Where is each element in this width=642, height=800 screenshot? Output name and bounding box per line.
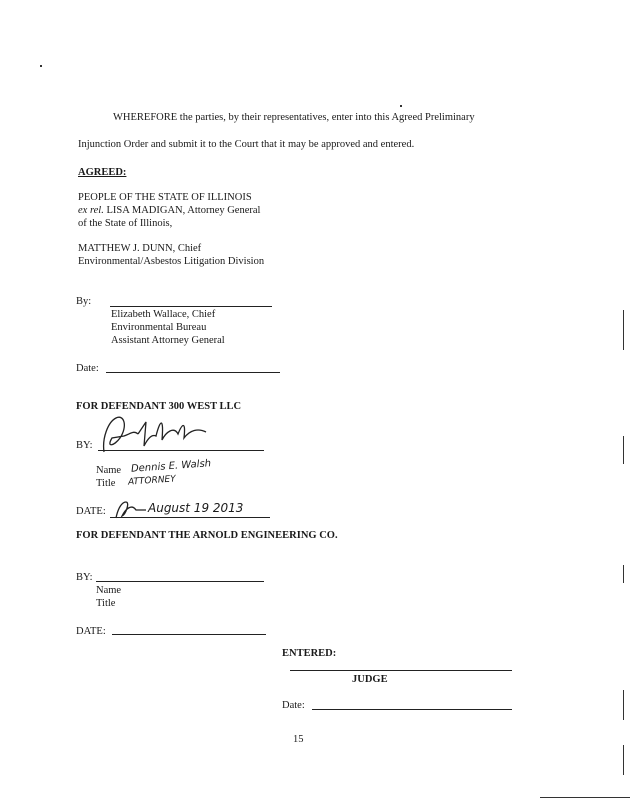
defendant1-name-label: Name (96, 465, 122, 476)
scan-edge-mark (623, 436, 624, 464)
defendant1-signature (94, 408, 224, 456)
attorney-general-text: LISA MADIGAN, Attorney General (106, 205, 261, 216)
defendant1-date-flourish (112, 494, 152, 524)
intro-line-1: WHEREFORE the parties, by their representatives, enter into this Agreed Preliminary (113, 112, 475, 123)
plaintiff-line-5: Environmental/Asbestos Litigation Division (78, 256, 265, 267)
plaintiff-by-label: By: (76, 296, 92, 307)
ex-rel-text: ex rel. (78, 205, 104, 216)
defendant2-date-line (112, 634, 266, 635)
defendant1-heading: FOR DEFENDANT 300 WEST LLC (76, 401, 242, 412)
plaintiff-date-label: Date: (76, 363, 99, 374)
defendant2-signature-line (96, 581, 264, 582)
defendant1-date-line (110, 517, 270, 518)
defendant2-by-label: BY: (76, 572, 93, 583)
defendant1-by-label: BY: (76, 440, 93, 451)
plaintiff-line-1: PEOPLE OF THE STATE OF ILLINOIS (78, 192, 252, 203)
scan-edge-mark (623, 745, 624, 775)
judge-label: JUDGE (352, 674, 388, 685)
entered-label: ENTERED: (282, 648, 337, 659)
scan-speck (40, 65, 42, 67)
plaintiff-signer-title-1: Environmental Bureau (111, 322, 207, 333)
scan-edge-mark (623, 310, 624, 350)
judge-signature-line (290, 670, 512, 671)
defendant1-title-label: Title (96, 478, 116, 489)
plaintiff-signer-title-2: Assistant Attorney General (111, 335, 225, 346)
defendant2-heading: FOR DEFENDANT THE ARNOLD ENGINEERING CO. (76, 530, 338, 541)
defendant1-date-label: DATE: (76, 506, 106, 517)
page-number: 15 (293, 734, 304, 745)
scan-edge-mark (623, 690, 624, 720)
court-date-line (312, 709, 512, 710)
defendant1-signature-line (98, 450, 264, 451)
defendant1-date-value: August 19 2013 (148, 501, 244, 515)
plaintiff-signature-line (110, 306, 272, 307)
plaintiff-line-4: MATTHEW J. DUNN, Chief (78, 243, 202, 254)
agreed-heading: AGREED: (78, 167, 127, 178)
plaintiff-signer-name: Elizabeth Wallace, Chief (111, 309, 216, 320)
scan-edge-mark (540, 797, 630, 798)
scan-edge-mark (623, 565, 624, 583)
court-date-label: Date: (282, 700, 305, 711)
plaintiff-line-3: of the State of Illinois, (78, 218, 173, 229)
defendant1-name-value: Dennis E. Walsh (130, 458, 212, 475)
intro-line-2: Injunction Order and submit it to the Court that it may be approved and entered. (78, 139, 415, 150)
defendant2-name-label: Name (96, 585, 122, 596)
plaintiff-line-2 (78, 205, 260, 217)
defendant2-title-label: Title (96, 598, 116, 609)
plaintiff-date-line (106, 372, 280, 373)
defendant2-date-label: DATE: (76, 626, 106, 637)
defendant1-title-value: ATTORNEY (127, 474, 177, 488)
scan-speck (400, 105, 402, 107)
